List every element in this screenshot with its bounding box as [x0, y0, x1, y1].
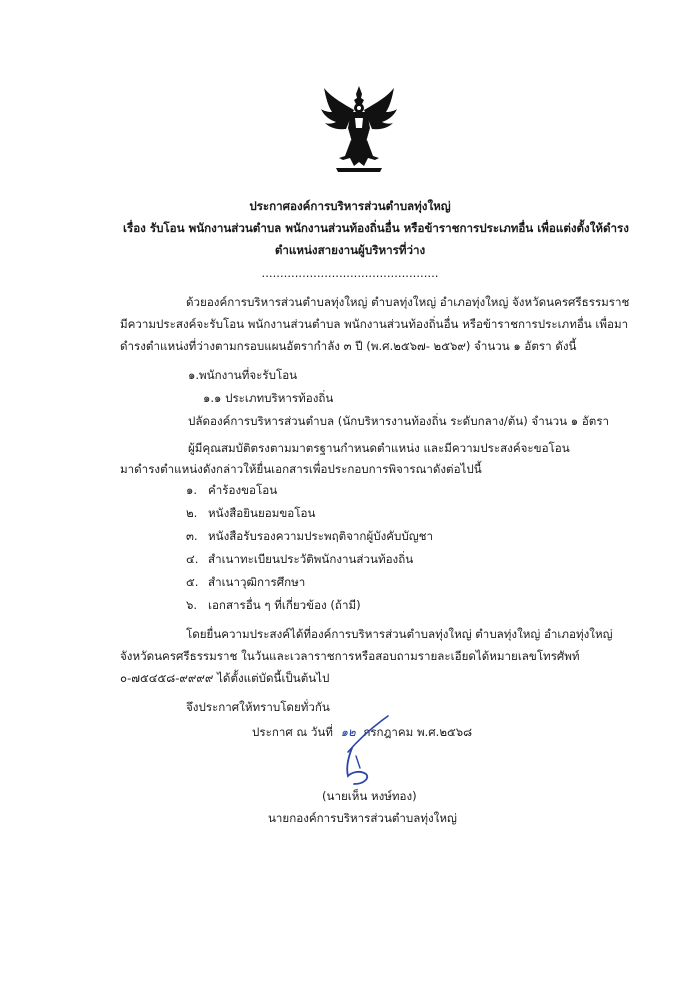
intro-line-3: ดำรงตำแหน่งที่ว่างตามกรอบแผนอัตรากำลัง ๓ ปี (พ.ศ.๒๕๖๗- ๒๕๖๙) จำนวน ๑ อัตรา ดังนี้	[120, 339, 577, 353]
list-item-num: ๑.	[186, 483, 198, 497]
submission-line-2: จังหวัดนครศรีธรรมราช ในวันและเวลาราชการหรือสอบถามรายละเอียดได้หมายเลขโทรศัพท์	[120, 649, 580, 663]
qualification-line-2: มาดำรงตำแหน่งดังกล่าวให้ยื่นเอกสารเพื่อประกอบการพิจารณาดังต่อไปนี้	[120, 462, 482, 476]
list-item-text: เอกสารอื่น ๆ ที่เกี่ยวข้อง (ถ้ามี)	[208, 598, 361, 612]
list-item-text: หนังสือยินยอมขอโอน	[208, 506, 316, 520]
list-item-text: คำร้องขอโอน	[208, 483, 278, 497]
position-line: ปลัดองค์การบริหารส่วนตำบล (นักบริหารงานท้องถิ่น ระดับกลาง/ต้น) จำนวน ๑ อัตรา	[188, 414, 610, 428]
list-item	[186, 480, 277, 500]
list-item-num: ๖.	[186, 598, 198, 612]
list-item-num: ๒.	[186, 506, 198, 520]
garuda-emblem-icon	[318, 84, 400, 180]
submission-line-1: โดยยื่นความประสงค์ได้ที่องค์การบริหารส่วนตำบลทุ่งใหญ่ ตำบลทุ่งใหญ่ อำเภอทุ่งใหญ่	[186, 627, 613, 641]
date-prefix: ประกาศ ณ วันที่	[252, 725, 333, 739]
date-month-year: กรกฎาคม พ.ศ.๒๕๖๘	[363, 725, 473, 739]
list-item	[186, 595, 361, 615]
submission-line-3: ๐-๗๕๔๕๘-๙๙๙๙ ได้ตั้งแต่บัดนี้เป็นต้นไป	[120, 671, 330, 685]
announcement-title: ประกาศองค์การบริหารส่วนตำบลทุ่งใหญ่	[249, 199, 451, 213]
closing-line: จึงประกาศให้ทราบโดยทั่วกัน	[186, 700, 330, 714]
intro-line-2: มีความประสงค์จะรับโอน พนักงานส่วนตำบล พนักงานส่วนท้องถิ่นอื่น หรือข้าราชการประเภทอื่น เพื่อมา	[120, 317, 629, 331]
signer-title: นายกองค์การบริหารส่วนตำบลทุ่งใหญ่	[268, 811, 457, 825]
qualification-line-1: ผู้มีคุณสมบัติตรงตามมาตรฐานกำหนดตำแหน่ง และมีความประสงค์จะขอโอน	[188, 441, 570, 455]
separator: ................................................	[261, 266, 439, 280]
list-item	[186, 526, 433, 546]
list-item-text: หนังสือรับรองความประพฤติจากผู้บังคับบัญชา	[208, 529, 433, 543]
date-day: ๑๒	[340, 725, 356, 739]
list-item	[186, 549, 413, 569]
list-item-text: สำเนาทะเบียนประวัติพนักงานส่วนท้องถิ่น	[208, 552, 414, 566]
list-item-text: สำเนาวุฒิการศึกษา	[208, 575, 306, 589]
list-item-num: ๔.	[186, 552, 199, 566]
subject-line-1: เรื่อง รับโอน พนักงานส่วนตำบล พนักงานส่วนท้องถิ่นอื่น หรือข้าราชการประเภทอื่น เพื่อแต่งตั้งให้ดำรง	[123, 221, 629, 235]
list-item	[186, 572, 305, 592]
intro-line-1: ด้วยองค์การบริหารส่วนตำบลทุ่งใหญ่ ตำบลทุ่งใหญ่ อำเภอทุ่งใหญ่ จังหวัดนครศรีธรรมราช	[186, 295, 630, 309]
section-sub: ๑.๑ ประเภทบริหารท้องถิ่น	[203, 391, 334, 405]
signer-name: (นายเห็น หงษ์ทอง)	[322, 789, 417, 803]
section-heading: ๑.พนักงานที่จะรับโอน	[188, 368, 298, 382]
list-item	[186, 503, 315, 523]
subject-line-2: ตำแหน่งสายงานผู้บริหารที่ว่าง	[274, 243, 426, 257]
list-item-num: ๓.	[186, 529, 198, 543]
list-item-num: ๕.	[186, 575, 199, 589]
signature-mark-icon	[326, 712, 406, 790]
